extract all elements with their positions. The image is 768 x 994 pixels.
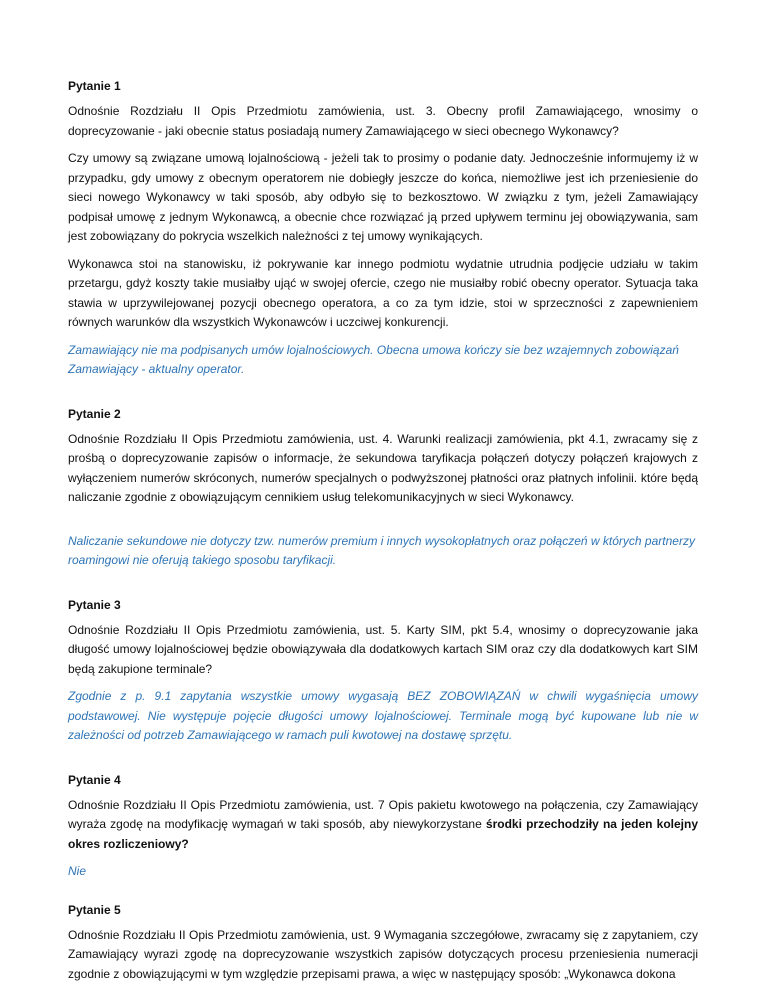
question-text: Odnośnie Rozdziału II Opis Przedmiotu zamówienia, ust. 3. Obecny profil Zamawiającego, wnosimy o doprecyzowanie - jaki obecnie status posiadają numery Zamawiającego w sieci obecnego Wykonawcy? — [68, 104, 698, 138]
question-text-regular: Odnośnie Rozdziału II Opis Przedmiotu zamówienia, ust. 7 Opis pakietu kwotowego na połączenia, czy Zamawiający wyraża zgodę na modyfikację wymagań w taki sposób, aby niewykorzystane — [68, 797, 698, 831]
question-5 — [68, 902, 698, 985]
question-text: Odnośnie Rozdziału II Opis Przedmiotu zamówienia, ust. 4. Warunki realizacji zamówienia, pkt 4.1, zwracamy się z prośbą o doprecyzowanie zapisów o informacje, że sekundowa taryfikacja połączeń dotyczy połączeń krajowych z wyłączeniem numerów skróconych, numerów specjalnych o podwyższonej płatności oraz płatnych infolinii. które będą naliczanie zgodnie z obowiązującym cennikiem usług telekomunikacyjnych w sieci Wykonawcy. — [68, 431, 698, 504]
question-title: Pytanie 4 — [68, 772, 121, 787]
question-text: Odnośnie Rozdziału II Opis Przedmiotu zamówienia, ust. 5. Karty SIM, pkt 5.4, wnosimy o doprecyzowanie jaka długość umowy lojalnościowej będzie obowiązywała dla dodatkowych kartach SIM oraz czy dla dodatkowych kart SIM będą zakupione terminale? — [68, 622, 698, 676]
question-text: Wykonawca stoi na stanowisku, iż pokrywanie kar innego podmiotu wydatnie utrudnia podjęcie udziału w takim przetargu, gdyż koszty takie musiałby ująć w swojej ofercie, czego nie musiałby robić obecny operator. Sytuacja taka stawia w uprzywilejowanej pozycji obecnego operatora, a co za tym idzie, stoi w sprzeczności z zapewnieniem równych warunków dla wszystkich Wykonawców i uczciwej konkurencji. — [68, 256, 698, 329]
question-title: Pytanie 5 — [68, 902, 121, 917]
question-text-bold: środki przechodziły na jeden kolejny okres rozliczeniowy? — [68, 817, 698, 851]
question-title: Pytanie 1 — [68, 79, 121, 93]
answer-text: Nie — [68, 864, 87, 878]
answer-text: Zgodnie z p. 9.1 zapytania wszystkie umowy wygasają BEZ ZOBOWIĄZAŃ w chwili wygaśnięcia umowy podstawowej. Nie występuje pojęcie długości umowy lojalnościowej. Terminale mogą być kupowane lub nie w zależności od potrzeb Zamawiającego w ramach puli kwotowej na dostawę sprzętu. — [68, 689, 698, 742]
question-4 — [68, 772, 698, 882]
question-text: Odnośnie Rozdziału II Opis Przedmiotu zamówienia, ust. 9 Wymagania szczegółowe, zwracamy się z zapytaniem, czy Zamawiający wyrazi zgodę na doprecyzowanie wszystkich zapisów dotyczących procesu przeniesienia numeracji zgodnie z obowiązującymi w tym względzie przepisami prawa, a więc w następujący sposób: „Wykonawca dokona — [68, 927, 698, 981]
question-title: Pytanie 2 — [68, 406, 121, 421]
question-2 — [68, 406, 698, 571]
question-3 — [68, 597, 698, 746]
question-text — [68, 796, 698, 855]
answer-text: Naliczanie sekundowe nie dotyczy tzw. numerów premium i innych wysokopłatnych oraz połączeń w których partnerzy roamingowi nie oferują takiego sposobu taryfikacji. — [68, 533, 695, 567]
question-text: Czy umowy są związane umową lojalnościową - jeżeli tak to prosimy o podanie daty. Jednocześnie informujemy iż w przypadku, gdy umowy z obecnym operatorem nie dobiegły jeszcze do końca, niemożliwe jest ich przeniesienie do sieci nowego Wykonawcy w taki sposób, aby odbyło się to bezkosztowo. W związku z tym, jeżeli Zamawiający podpisał umowę z jednym Wykonawcą, a obecnie chce rozwiązać ją przed upływem terminu jej obowiązywania, sam jest zobowiązany do pokrycia wszelkich należności z tej umowy wynikających. — [68, 151, 698, 243]
question-title: Pytanie 3 — [68, 597, 121, 612]
answer-text: Zamawiający nie ma podpisanych umów lojalnościowych. Obecna umowa kończy sie bez wzajemnych zobowiązań Zamawiający - aktualny operator. — [68, 342, 679, 376]
question-1 — [68, 78, 698, 380]
